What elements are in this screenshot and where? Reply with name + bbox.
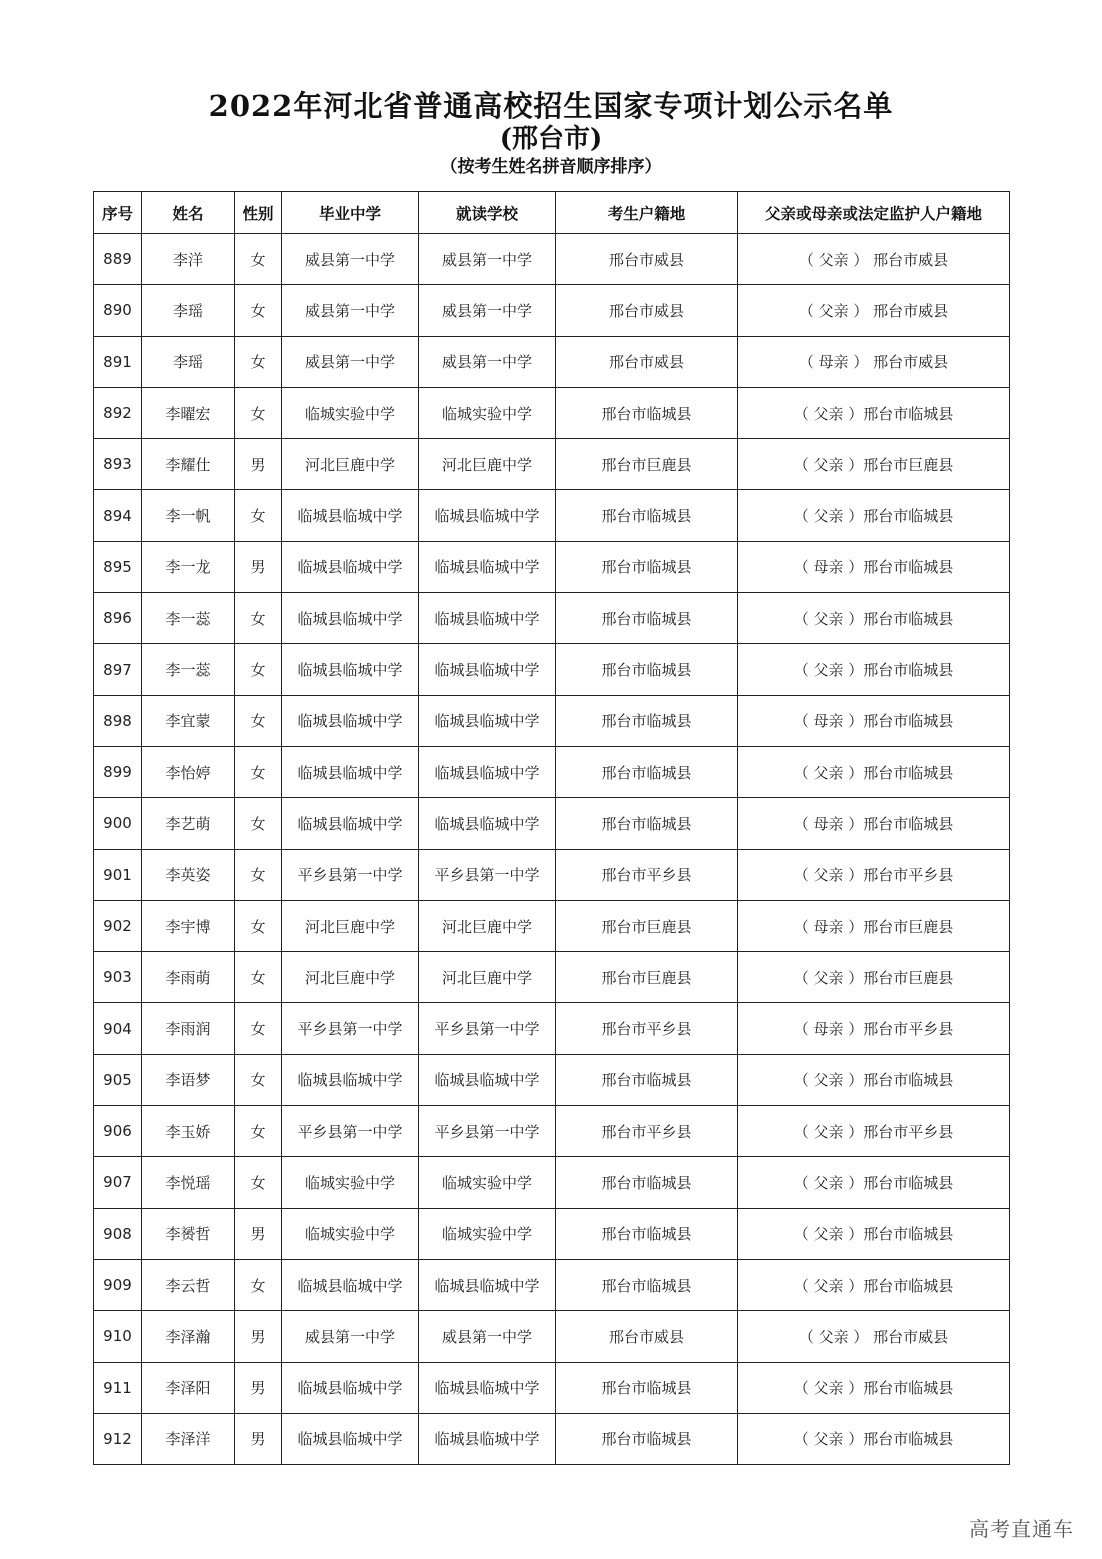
cell-guardian-registration: （ 父亲 ）邢台市临城县 bbox=[738, 593, 1010, 644]
cell-guardian-registration: （ 父亲 ）邢台市平乡县 bbox=[738, 849, 1010, 900]
cell-household-registration: 邢台市威县 bbox=[556, 1311, 738, 1362]
cell-graduated-school: 临城实验中学 bbox=[282, 387, 419, 438]
cell-gender: 男 bbox=[235, 541, 282, 592]
header-name: 姓名 bbox=[142, 192, 235, 234]
cell-graduated-school: 河北巨鹿中学 bbox=[282, 952, 419, 1003]
cell-graduated-school: 临城县临城中学 bbox=[282, 798, 419, 849]
cell-graduated-school: 临城县临城中学 bbox=[282, 644, 419, 695]
cell-index: 897 bbox=[94, 644, 142, 695]
table-row bbox=[94, 1003, 1010, 1054]
cell-index: 909 bbox=[94, 1259, 142, 1310]
cell-graduated-school: 临城县临城中学 bbox=[282, 541, 419, 592]
header-gender: 性别 bbox=[235, 192, 282, 234]
cell-household-registration: 邢台市临城县 bbox=[556, 593, 738, 644]
cell-name: 李泽阳 bbox=[142, 1362, 235, 1413]
table-header-row bbox=[94, 192, 1010, 234]
cell-graduated-school: 临城实验中学 bbox=[282, 1208, 419, 1259]
cell-index: 906 bbox=[94, 1106, 142, 1157]
cell-gender: 男 bbox=[235, 1311, 282, 1362]
cell-household-registration: 邢台市临城县 bbox=[556, 1362, 738, 1413]
cell-index: 894 bbox=[94, 490, 142, 541]
cell-name: 李一蕊 bbox=[142, 644, 235, 695]
cell-index: 900 bbox=[94, 798, 142, 849]
cell-current-school: 临城县临城中学 bbox=[419, 644, 556, 695]
cell-name: 李怡婷 bbox=[142, 746, 235, 797]
cell-guardian-registration: （ 父亲 ）邢台市临城县 bbox=[738, 490, 1010, 541]
cell-current-school: 临城县临城中学 bbox=[419, 1054, 556, 1105]
cell-guardian-registration: （ 父亲 ）邢台市平乡县 bbox=[738, 1106, 1010, 1157]
cell-name: 李英姿 bbox=[142, 849, 235, 900]
cell-household-registration: 邢台市平乡县 bbox=[556, 1106, 738, 1157]
table-row bbox=[94, 387, 1010, 438]
cell-index: 890 bbox=[94, 285, 142, 336]
cell-graduated-school: 威县第一中学 bbox=[282, 285, 419, 336]
cell-index: 905 bbox=[94, 1054, 142, 1105]
table-row bbox=[94, 490, 1010, 541]
cell-guardian-registration: （ 父亲 ）邢台市巨鹿县 bbox=[738, 439, 1010, 490]
cell-current-school: 临城县临城中学 bbox=[419, 593, 556, 644]
cell-gender: 女 bbox=[235, 644, 282, 695]
table-row bbox=[94, 849, 1010, 900]
cell-graduated-school: 威县第一中学 bbox=[282, 234, 419, 285]
cell-name: 李雨润 bbox=[142, 1003, 235, 1054]
cell-graduated-school: 平乡县第一中学 bbox=[282, 849, 419, 900]
cell-current-school: 平乡县第一中学 bbox=[419, 849, 556, 900]
header-index: 序号 bbox=[94, 192, 142, 234]
cell-graduated-school: 临城县临城中学 bbox=[282, 490, 419, 541]
cell-index: 901 bbox=[94, 849, 142, 900]
document-subtitle: (邢台市) bbox=[499, 124, 603, 154]
cell-gender: 男 bbox=[235, 1208, 282, 1259]
cell-guardian-registration: （ 母亲 ）邢台市临城县 bbox=[738, 541, 1010, 592]
cell-name: 李赟哲 bbox=[142, 1208, 235, 1259]
cell-household-registration: 邢台市临城县 bbox=[556, 644, 738, 695]
cell-name: 李瑶 bbox=[142, 336, 235, 387]
cell-guardian-registration: （ 母亲 ）邢台市巨鹿县 bbox=[738, 900, 1010, 951]
cell-index: 912 bbox=[94, 1413, 142, 1464]
cell-current-school: 临城县临城中学 bbox=[419, 1259, 556, 1310]
cell-name: 李一蕊 bbox=[142, 593, 235, 644]
table-row bbox=[94, 746, 1010, 797]
cell-graduated-school: 河北巨鹿中学 bbox=[282, 900, 419, 951]
cell-current-school: 河北巨鹿中学 bbox=[419, 439, 556, 490]
cell-index: 896 bbox=[94, 593, 142, 644]
cell-name: 李宜蒙 bbox=[142, 695, 235, 746]
table-row bbox=[94, 1413, 1010, 1464]
cell-gender: 女 bbox=[235, 336, 282, 387]
cell-gender: 女 bbox=[235, 695, 282, 746]
cell-household-registration: 邢台市威县 bbox=[556, 285, 738, 336]
cell-graduated-school: 临城县临城中学 bbox=[282, 1054, 419, 1105]
cell-graduated-school: 临城县临城中学 bbox=[282, 1259, 419, 1310]
cell-graduated-school: 临城县临城中学 bbox=[282, 593, 419, 644]
cell-name: 李云哲 bbox=[142, 1259, 235, 1310]
cell-current-school: 平乡县第一中学 bbox=[419, 1106, 556, 1157]
cell-guardian-registration: （ 父亲 ）邢台市临城县 bbox=[738, 1208, 1010, 1259]
cell-household-registration: 邢台市临城县 bbox=[556, 490, 738, 541]
cell-guardian-registration: （ 父亲 ）邢台市临城县 bbox=[738, 1362, 1010, 1413]
cell-household-registration: 邢台市威县 bbox=[556, 336, 738, 387]
cell-index: 907 bbox=[94, 1157, 142, 1208]
cell-gender: 女 bbox=[235, 849, 282, 900]
table-row bbox=[94, 336, 1010, 387]
cell-gender: 女 bbox=[235, 900, 282, 951]
table-row bbox=[94, 1311, 1010, 1362]
document-title: 2022年河北省普通高校招生国家专项计划公示名单 bbox=[208, 89, 894, 123]
cell-name: 李艺萌 bbox=[142, 798, 235, 849]
table-row bbox=[94, 644, 1010, 695]
cell-index: 889 bbox=[94, 234, 142, 285]
cell-name: 李泽洋 bbox=[142, 1413, 235, 1464]
cell-current-school: 威县第一中学 bbox=[419, 336, 556, 387]
cell-name: 李玉娇 bbox=[142, 1106, 235, 1157]
cell-gender: 女 bbox=[235, 1054, 282, 1105]
cell-household-registration: 邢台市巨鹿县 bbox=[556, 439, 738, 490]
cell-household-registration: 邢台市巨鹿县 bbox=[556, 952, 738, 1003]
cell-current-school: 河北巨鹿中学 bbox=[419, 952, 556, 1003]
cell-household-registration: 邢台市平乡县 bbox=[556, 1003, 738, 1054]
cell-graduated-school: 临城实验中学 bbox=[282, 1157, 419, 1208]
cell-graduated-school: 威县第一中学 bbox=[282, 1311, 419, 1362]
table-row bbox=[94, 234, 1010, 285]
cell-current-school: 临城实验中学 bbox=[419, 1208, 556, 1259]
cell-index: 911 bbox=[94, 1362, 142, 1413]
cell-gender: 女 bbox=[235, 1106, 282, 1157]
cell-guardian-registration: （ 母亲 ）邢台市平乡县 bbox=[738, 1003, 1010, 1054]
cell-gender: 男 bbox=[235, 1413, 282, 1464]
cell-household-registration: 邢台市临城县 bbox=[556, 541, 738, 592]
cell-index: 910 bbox=[94, 1311, 142, 1362]
table-row bbox=[94, 695, 1010, 746]
cell-current-school: 河北巨鹿中学 bbox=[419, 900, 556, 951]
sort-note: （按考生姓名拼音顺序排序） bbox=[440, 157, 662, 177]
header-graduated-school: 毕业中学 bbox=[282, 192, 419, 234]
cell-household-registration: 邢台市临城县 bbox=[556, 1208, 738, 1259]
cell-gender: 男 bbox=[235, 1362, 282, 1413]
table-row bbox=[94, 1362, 1010, 1413]
cell-graduated-school: 平乡县第一中学 bbox=[282, 1106, 419, 1157]
cell-current-school: 临城县临城中学 bbox=[419, 541, 556, 592]
cell-name: 李一帆 bbox=[142, 490, 235, 541]
cell-gender: 女 bbox=[235, 746, 282, 797]
cell-household-registration: 邢台市临城县 bbox=[556, 695, 738, 746]
table-row bbox=[94, 541, 1010, 592]
cell-index: 892 bbox=[94, 387, 142, 438]
cell-name: 李语梦 bbox=[142, 1054, 235, 1105]
cell-current-school: 临城实验中学 bbox=[419, 387, 556, 438]
cell-household-registration: 邢台市临城县 bbox=[556, 1259, 738, 1310]
cell-guardian-registration: （ 父亲 ）邢台市临城县 bbox=[738, 644, 1010, 695]
cell-household-registration: 邢台市平乡县 bbox=[556, 849, 738, 900]
cell-graduated-school: 临城县临城中学 bbox=[282, 1413, 419, 1464]
cell-current-school: 威县第一中学 bbox=[419, 285, 556, 336]
cell-graduated-school: 河北巨鹿中学 bbox=[282, 439, 419, 490]
cell-index: 904 bbox=[94, 1003, 142, 1054]
cell-index: 908 bbox=[94, 1208, 142, 1259]
cell-gender: 女 bbox=[235, 285, 282, 336]
cell-household-registration: 邢台市临城县 bbox=[556, 387, 738, 438]
cell-gender: 女 bbox=[235, 593, 282, 644]
cell-name: 李洋 bbox=[142, 234, 235, 285]
cell-name: 李曜宏 bbox=[142, 387, 235, 438]
cell-household-registration: 邢台市临城县 bbox=[556, 1157, 738, 1208]
cell-guardian-registration: （ 母亲 ）邢台市临城县 bbox=[738, 798, 1010, 849]
cell-guardian-registration: （ 父亲 ）邢台市巨鹿县 bbox=[738, 952, 1010, 1003]
table-body bbox=[94, 234, 1010, 1465]
table-row bbox=[94, 952, 1010, 1003]
cell-name: 李悦瑶 bbox=[142, 1157, 235, 1208]
cell-name: 李泽瀚 bbox=[142, 1311, 235, 1362]
cell-guardian-registration: （ 父亲 ）邢台市临城县 bbox=[738, 1413, 1010, 1464]
cell-name: 李一龙 bbox=[142, 541, 235, 592]
cell-index: 893 bbox=[94, 439, 142, 490]
header-household-registration: 考生户籍地 bbox=[556, 192, 738, 234]
cell-graduated-school: 临城县临城中学 bbox=[282, 1362, 419, 1413]
cell-index: 895 bbox=[94, 541, 142, 592]
cell-index: 899 bbox=[94, 746, 142, 797]
cell-gender: 女 bbox=[235, 234, 282, 285]
table-row bbox=[94, 1054, 1010, 1105]
table-row bbox=[94, 285, 1010, 336]
cell-household-registration: 邢台市巨鹿县 bbox=[556, 900, 738, 951]
table-row bbox=[94, 798, 1010, 849]
cell-guardian-registration: （ 父亲 ）邢台市临城县 bbox=[738, 387, 1010, 438]
cell-guardian-registration: （ 父亲 ） 邢台市威县 bbox=[738, 234, 1010, 285]
cell-guardian-registration: （ 父亲 ）邢台市临城县 bbox=[738, 1054, 1010, 1105]
cell-current-school: 临城县临城中学 bbox=[419, 798, 556, 849]
cell-gender: 女 bbox=[235, 490, 282, 541]
table-row bbox=[94, 1259, 1010, 1310]
table-row bbox=[94, 593, 1010, 644]
cell-household-registration: 邢台市临城县 bbox=[556, 1413, 738, 1464]
cell-current-school: 临城县临城中学 bbox=[419, 1413, 556, 1464]
cell-graduated-school: 临城县临城中学 bbox=[282, 695, 419, 746]
cell-household-registration: 邢台市威县 bbox=[556, 234, 738, 285]
cell-current-school: 临城县临城中学 bbox=[419, 695, 556, 746]
cell-household-registration: 邢台市临城县 bbox=[556, 746, 738, 797]
table-row bbox=[94, 900, 1010, 951]
cell-gender: 女 bbox=[235, 1259, 282, 1310]
cell-current-school: 临城县临城中学 bbox=[419, 746, 556, 797]
cell-guardian-registration: （ 父亲 ）邢台市临城县 bbox=[738, 1259, 1010, 1310]
cell-guardian-registration: （ 父亲 ）邢台市临城县 bbox=[738, 1157, 1010, 1208]
cell-index: 891 bbox=[94, 336, 142, 387]
cell-name: 李宇博 bbox=[142, 900, 235, 951]
header-guardian-registration: 父亲或母亲或法定监护人户籍地 bbox=[738, 192, 1010, 234]
cell-guardian-registration: （ 父亲 ） 邢台市威县 bbox=[738, 1311, 1010, 1362]
table-row bbox=[94, 1106, 1010, 1157]
cell-name: 李瑶 bbox=[142, 285, 235, 336]
table-row bbox=[94, 1208, 1010, 1259]
table-row bbox=[94, 1157, 1010, 1208]
cell-guardian-registration: （ 父亲 ）邢台市临城县 bbox=[738, 746, 1010, 797]
cell-gender: 女 bbox=[235, 952, 282, 1003]
cell-current-school: 临城县临城中学 bbox=[419, 490, 556, 541]
cell-household-registration: 邢台市临城县 bbox=[556, 1054, 738, 1105]
cell-current-school: 临城县临城中学 bbox=[419, 1362, 556, 1413]
cell-index: 903 bbox=[94, 952, 142, 1003]
table-row bbox=[94, 439, 1010, 490]
cell-current-school: 临城实验中学 bbox=[419, 1157, 556, 1208]
cell-graduated-school: 威县第一中学 bbox=[282, 336, 419, 387]
cell-current-school: 威县第一中学 bbox=[419, 1311, 556, 1362]
cell-graduated-school: 平乡县第一中学 bbox=[282, 1003, 419, 1054]
header-current-school: 就读学校 bbox=[419, 192, 556, 234]
cell-index: 902 bbox=[94, 900, 142, 951]
cell-name: 李耀仕 bbox=[142, 439, 235, 490]
cell-name: 李雨萌 bbox=[142, 952, 235, 1003]
cell-current-school: 威县第一中学 bbox=[419, 234, 556, 285]
cell-gender: 女 bbox=[235, 1003, 282, 1054]
cell-guardian-registration: （ 母亲 ） 邢台市威县 bbox=[738, 336, 1010, 387]
cell-household-registration: 邢台市临城县 bbox=[556, 798, 738, 849]
cell-graduated-school: 临城县临城中学 bbox=[282, 746, 419, 797]
footer-brand: 高考直通车 bbox=[969, 1517, 1074, 1541]
cell-gender: 男 bbox=[235, 439, 282, 490]
cell-current-school: 平乡县第一中学 bbox=[419, 1003, 556, 1054]
cell-gender: 女 bbox=[235, 387, 282, 438]
cell-gender: 女 bbox=[235, 1157, 282, 1208]
cell-index: 898 bbox=[94, 695, 142, 746]
cell-guardian-registration: （ 父亲 ） 邢台市威县 bbox=[738, 285, 1010, 336]
cell-guardian-registration: （ 母亲 ）邢台市临城县 bbox=[738, 695, 1010, 746]
admission-table bbox=[93, 191, 1010, 1465]
cell-gender: 女 bbox=[235, 798, 282, 849]
